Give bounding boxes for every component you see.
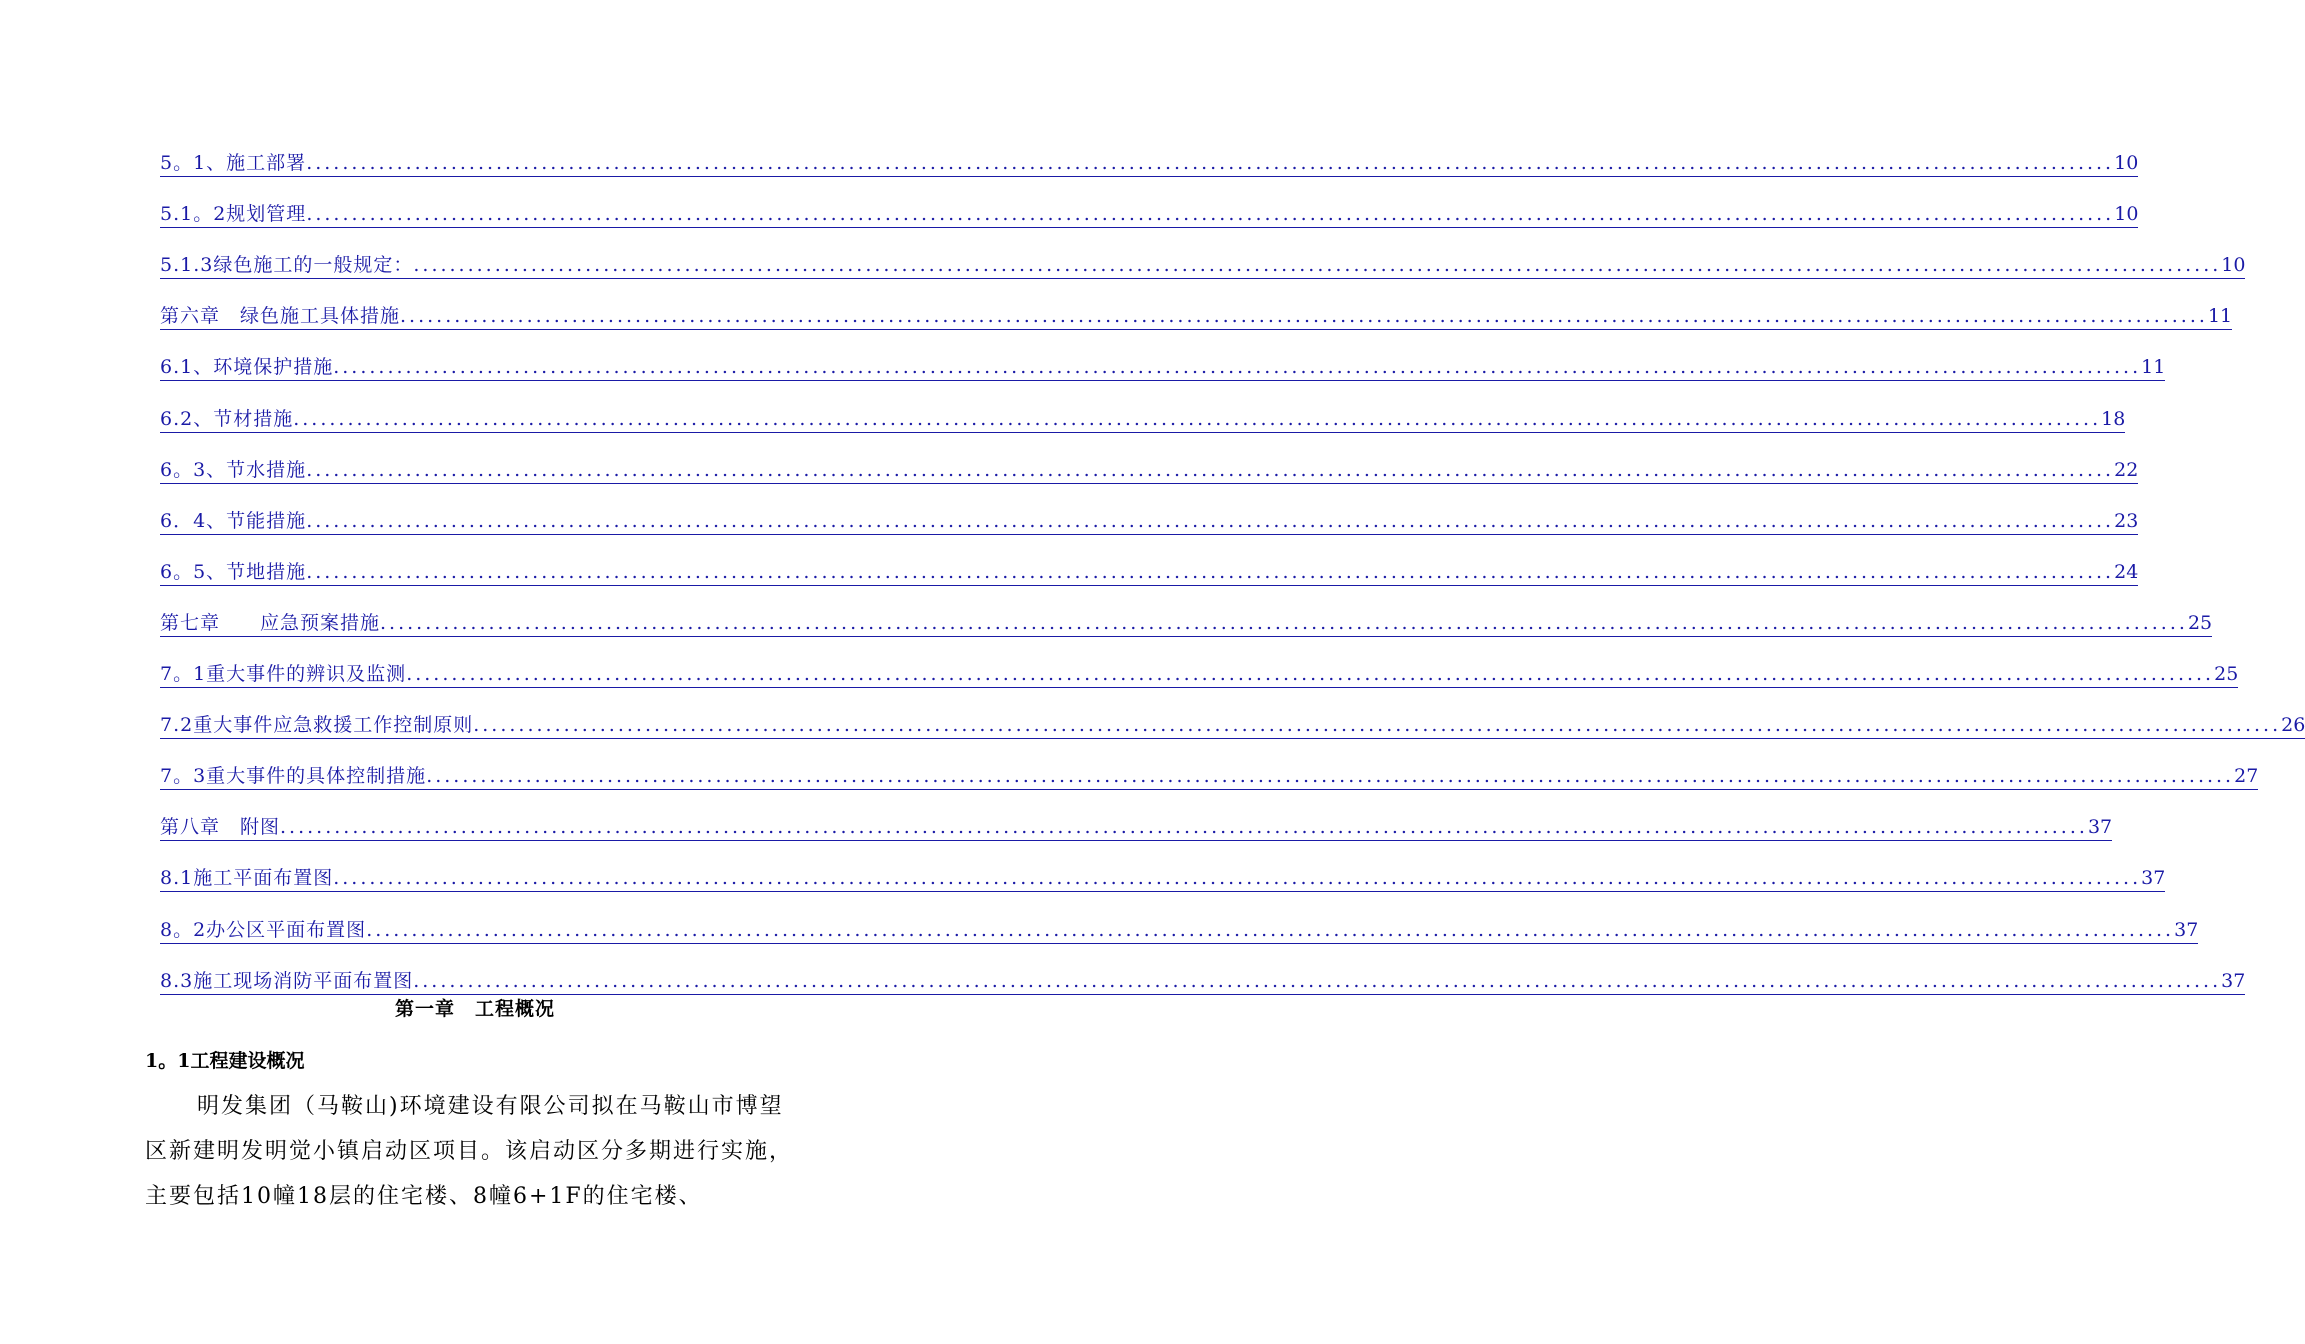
toc-leader-dots: ........................................................................................................................................................................................................ — [306, 150, 2114, 177]
toc-entry[interactable] — [160, 330, 2166, 381]
toc-entry-label: 第六章 绿色施工具体措施 — [160, 303, 400, 330]
toc-leader-dots: ........................................................................................................................................................................................................ — [293, 406, 2101, 433]
toc-entry[interactable] — [160, 739, 2259, 790]
toc-entry-page-number: 27 — [2234, 763, 2258, 790]
toc-leader-dots: ........................................................................................................................................................................................................ — [306, 508, 2114, 535]
toc-entry[interactable] — [160, 944, 2246, 995]
toc-entry-label: 6.1、环境保护措施 — [160, 354, 333, 381]
toc-entry-label: 第八章 附图 — [160, 814, 280, 841]
toc-entry-page-number: 37 — [2088, 814, 2112, 841]
toc-entry-label: 7。3重大事件的具体控制措施 — [160, 763, 426, 790]
toc-leader-dots: ........................................................................................................................................................................................................ — [380, 610, 2188, 637]
toc-entry[interactable] — [160, 535, 2139, 586]
toc-leader-dots: ........................................................................................................................................................................................................ — [406, 661, 2214, 688]
toc-entry[interactable] — [160, 892, 2199, 943]
toc-entry[interactable] — [160, 790, 2113, 841]
toc-entry-label: 7。1重大事件的辨识及监测 — [160, 661, 406, 688]
toc-entry-page-number: 10 — [2114, 150, 2138, 177]
table-of-contents — [160, 126, 2305, 995]
toc-entry-label: 6.2、节材措施 — [160, 406, 293, 433]
toc-entry[interactable] — [160, 688, 2305, 739]
toc-entry[interactable] — [160, 637, 2239, 688]
toc-entry-page-number: 18 — [2101, 406, 2125, 433]
toc-entry[interactable] — [160, 279, 2233, 330]
section-heading: 1。1工程建设概况 — [145, 1050, 305, 1072]
toc-entry-page-number: 25 — [2188, 610, 2212, 637]
toc-leader-dots: ........................................................................................................................................................................................................ — [413, 252, 2221, 279]
toc-entry[interactable] — [160, 177, 2139, 228]
toc-entry[interactable] — [160, 381, 2126, 432]
toc-entry-page-number: 10 — [2221, 252, 2245, 279]
toc-leader-dots: ........................................................................................................................................................................................................ — [426, 763, 2234, 790]
toc-entry-page-number: 23 — [2114, 508, 2138, 535]
toc-entry-page-number: 37 — [2174, 917, 2198, 944]
toc-entry-page-number: 22 — [2114, 457, 2138, 484]
toc-leader-dots: ........................................................................................................................................................................................................ — [306, 559, 2114, 586]
toc-leader-dots: ........................................................................................................................................................................................................ — [366, 917, 2174, 944]
toc-entry-label: 6．4、节能措施 — [160, 508, 306, 535]
toc-entry-label: 8。2办公区平面布置图 — [160, 917, 366, 944]
toc-entry[interactable] — [160, 484, 2139, 535]
toc-leader-dots: ........................................................................................................................................................................................................ — [400, 303, 2208, 330]
toc-entry[interactable] — [160, 126, 2139, 177]
toc-entry-label: 5.1.3绿色施工的一般规定： — [160, 252, 413, 279]
toc-entry-label: 5.1。2规划管理 — [160, 201, 306, 228]
toc-entry-page-number: 25 — [2214, 661, 2238, 688]
toc-entry-page-number: 24 — [2114, 559, 2138, 586]
toc-entry-page-number: 10 — [2114, 201, 2138, 228]
toc-entry-page-number: 37 — [2221, 968, 2245, 995]
toc-entry[interactable] — [160, 433, 2139, 484]
toc-leader-dots: ........................................................................................................................................................................................................ — [473, 712, 2281, 739]
toc-entry-page-number: 26 — [2281, 712, 2305, 739]
toc-entry-page-number: 11 — [2208, 303, 2232, 330]
toc-entry-page-number: 11 — [2141, 354, 2165, 381]
toc-entry[interactable] — [160, 841, 2166, 892]
toc-leader-dots: ........................................................................................................................................................................................................ — [333, 865, 2141, 892]
toc-leader-dots: ........................................................................................................................................................................................................ — [333, 354, 2141, 381]
toc-leader-dots: ........................................................................................................................................................................................................ — [413, 968, 2221, 995]
toc-entry-label: 第七章 应急预案措施 — [160, 610, 380, 637]
toc-leader-dots: ........................................................................................................................................................................................................ — [306, 201, 2114, 228]
toc-leader-dots: ........................................................................................................................................................................................................ — [280, 814, 2088, 841]
toc-entry[interactable] — [160, 228, 2246, 279]
toc-entry-label: 7.2重大事件应急救援工作控制原则 — [160, 712, 473, 739]
chapter-heading: 第一章 工程概况 — [394, 998, 555, 1020]
toc-entry-label: 6。3、节水措施 — [160, 457, 306, 484]
toc-entry[interactable] — [160, 586, 2213, 637]
toc-entry-label: 8.3施工现场消防平面布置图 — [160, 968, 413, 995]
body-paragraph: 明发集团（马鞍山)环境建设有限公司拟在马鞍山市博望区新建明发明觉小镇启动区项目。该启动区分多期进行实施，主要包括10幢18层的住宅楼、8幢6+1F的住宅楼、 — [145, 1094, 794, 1209]
toc-entry-page-number: 37 — [2141, 865, 2165, 892]
toc-entry-label: 6。5、节地措施 — [160, 559, 306, 586]
toc-entry-label: 5。1、施工部署 — [160, 150, 306, 177]
toc-entry-label: 8.1施工平面布置图 — [160, 865, 333, 892]
toc-leader-dots: ........................................................................................................................................................................................................ — [306, 457, 2114, 484]
